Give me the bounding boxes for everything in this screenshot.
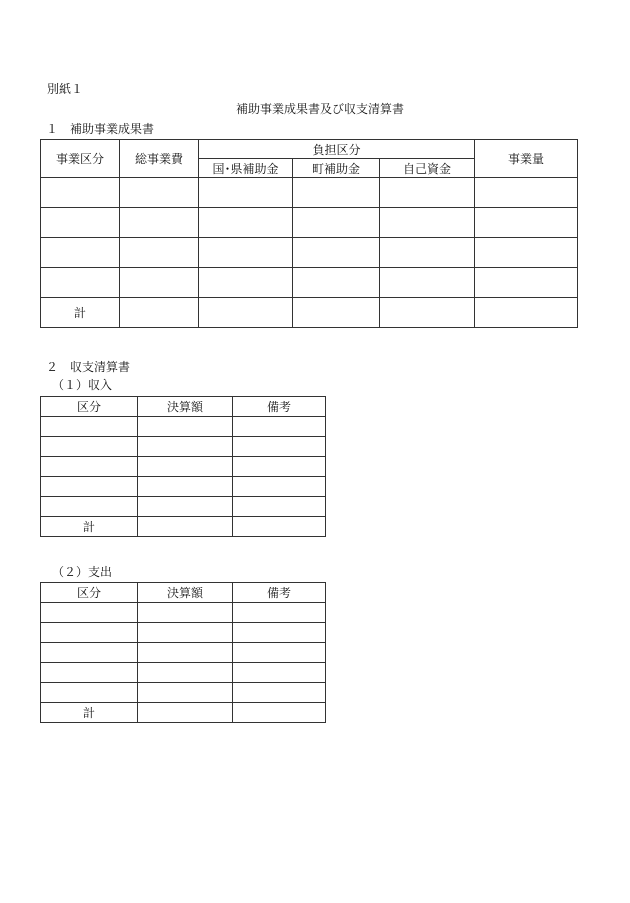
- table-cell[interactable]: [475, 238, 578, 268]
- table-cell[interactable]: [233, 683, 326, 703]
- results-table: [40, 139, 578, 328]
- table-cell[interactable]: [475, 178, 578, 208]
- table-cell[interactable]: [475, 298, 578, 328]
- table-cell[interactable]: [138, 623, 233, 643]
- table-cell[interactable]: [41, 238, 120, 268]
- table-cell[interactable]: [380, 238, 475, 268]
- table-cell[interactable]: [293, 268, 380, 298]
- table-cell[interactable]: [138, 663, 233, 683]
- table-cell[interactable]: [380, 208, 475, 238]
- table-cell[interactable]: [41, 208, 120, 238]
- table-cell[interactable]: [233, 703, 326, 723]
- table-cell[interactable]: [293, 298, 380, 328]
- table-cell[interactable]: [41, 437, 138, 457]
- table-cell[interactable]: [475, 208, 578, 238]
- table-cell[interactable]: [41, 417, 138, 437]
- table-cell[interactable]: [475, 268, 578, 298]
- document-title-text: 補助事業成果書及び収支清算書: [236, 102, 405, 116]
- header-town-subsidy: 町補助金: [293, 159, 380, 178]
- table-row: [41, 238, 578, 268]
- table-cell[interactable]: [120, 208, 199, 238]
- table-cell[interactable]: [41, 457, 138, 477]
- income-header-category: 区分: [41, 397, 138, 417]
- table-cell[interactable]: [233, 603, 326, 623]
- header-burden-group: 負担区分: [199, 140, 475, 159]
- income-table: [40, 396, 326, 537]
- income-header-remarks: 備考: [233, 397, 326, 417]
- table-cell[interactable]: [199, 208, 293, 238]
- table-cell[interactable]: [233, 643, 326, 663]
- table-row: [41, 457, 326, 477]
- table-row: [41, 497, 326, 517]
- table-cell[interactable]: [120, 298, 199, 328]
- table-cell[interactable]: [41, 477, 138, 497]
- header-category: 事業区分: [41, 140, 120, 178]
- table-cell[interactable]: [41, 268, 120, 298]
- income-header-row: [41, 397, 326, 417]
- table-cell[interactable]: [41, 603, 138, 623]
- income-heading: （１）収入: [52, 378, 113, 392]
- table-cell[interactable]: [293, 208, 380, 238]
- table-cell[interactable]: [233, 477, 326, 497]
- section1-heading: １ 補助事業成果書: [46, 122, 155, 136]
- table-cell[interactable]: [199, 178, 293, 208]
- expense-header-remarks: 備考: [233, 583, 326, 603]
- table-cell[interactable]: [138, 437, 233, 457]
- table-cell[interactable]: [138, 643, 233, 663]
- header-total-cost: 総事業費: [120, 140, 199, 178]
- results-total-label: 計: [41, 298, 120, 328]
- table-cell[interactable]: [120, 238, 199, 268]
- table-cell[interactable]: [138, 517, 233, 537]
- expense-heading: （２）支出: [52, 565, 113, 579]
- table-cell[interactable]: [199, 238, 293, 268]
- table-row: [41, 178, 578, 208]
- expense-header-amount: 決算額: [138, 583, 233, 603]
- results-header-row: [41, 140, 578, 159]
- table-row: [41, 477, 326, 497]
- table-cell[interactable]: [41, 643, 138, 663]
- table-row: [41, 603, 326, 623]
- table-cell[interactable]: [120, 178, 199, 208]
- table-cell[interactable]: [138, 703, 233, 723]
- table-row: [41, 417, 326, 437]
- table-cell[interactable]: [293, 238, 380, 268]
- table-row: [41, 643, 326, 663]
- table-cell[interactable]: [233, 417, 326, 437]
- expense-table: [40, 582, 326, 723]
- table-cell[interactable]: [199, 268, 293, 298]
- table-row: [41, 623, 326, 643]
- table-cell[interactable]: [293, 178, 380, 208]
- table-cell[interactable]: [138, 603, 233, 623]
- results-total-row: [41, 298, 578, 328]
- table-cell[interactable]: [41, 683, 138, 703]
- table-cell[interactable]: [380, 268, 475, 298]
- table-cell[interactable]: [233, 457, 326, 477]
- attachment-label: 別紙１: [47, 82, 84, 96]
- table-cell[interactable]: [41, 178, 120, 208]
- table-row: [41, 268, 578, 298]
- table-cell[interactable]: [41, 497, 138, 517]
- table-cell[interactable]: [138, 417, 233, 437]
- expense-total-label: 計: [41, 703, 138, 723]
- header-national-pref-subsidy: 国･県補助金: [199, 159, 293, 178]
- table-cell[interactable]: [199, 298, 293, 328]
- income-total-row: [41, 517, 326, 537]
- table-cell[interactable]: [138, 683, 233, 703]
- table-row: [41, 683, 326, 703]
- table-cell[interactable]: [233, 623, 326, 643]
- table-row: [41, 208, 578, 238]
- table-row: [41, 663, 326, 683]
- table-cell[interactable]: [41, 663, 138, 683]
- header-volume: 事業量: [475, 140, 578, 178]
- income-header-amount: 決算額: [138, 397, 233, 417]
- expense-header-category: 区分: [41, 583, 138, 603]
- table-cell[interactable]: [380, 298, 475, 328]
- table-cell[interactable]: [41, 623, 138, 643]
- table-cell[interactable]: [233, 663, 326, 683]
- table-cell[interactable]: [138, 457, 233, 477]
- table-cell[interactable]: [233, 497, 326, 517]
- table-row: [41, 437, 326, 457]
- table-cell[interactable]: [233, 437, 326, 457]
- table-cell[interactable]: [138, 477, 233, 497]
- expense-header-row: [41, 583, 326, 603]
- income-total-label: 計: [41, 517, 138, 537]
- table-cell[interactable]: [138, 497, 233, 517]
- expense-total-row: [41, 703, 326, 723]
- section2-heading: ２ 収支清算書: [46, 360, 131, 374]
- table-cell[interactable]: [120, 268, 199, 298]
- table-cell[interactable]: [233, 517, 326, 537]
- header-own-funds: 自己資金: [380, 159, 475, 178]
- table-cell[interactable]: [380, 178, 475, 208]
